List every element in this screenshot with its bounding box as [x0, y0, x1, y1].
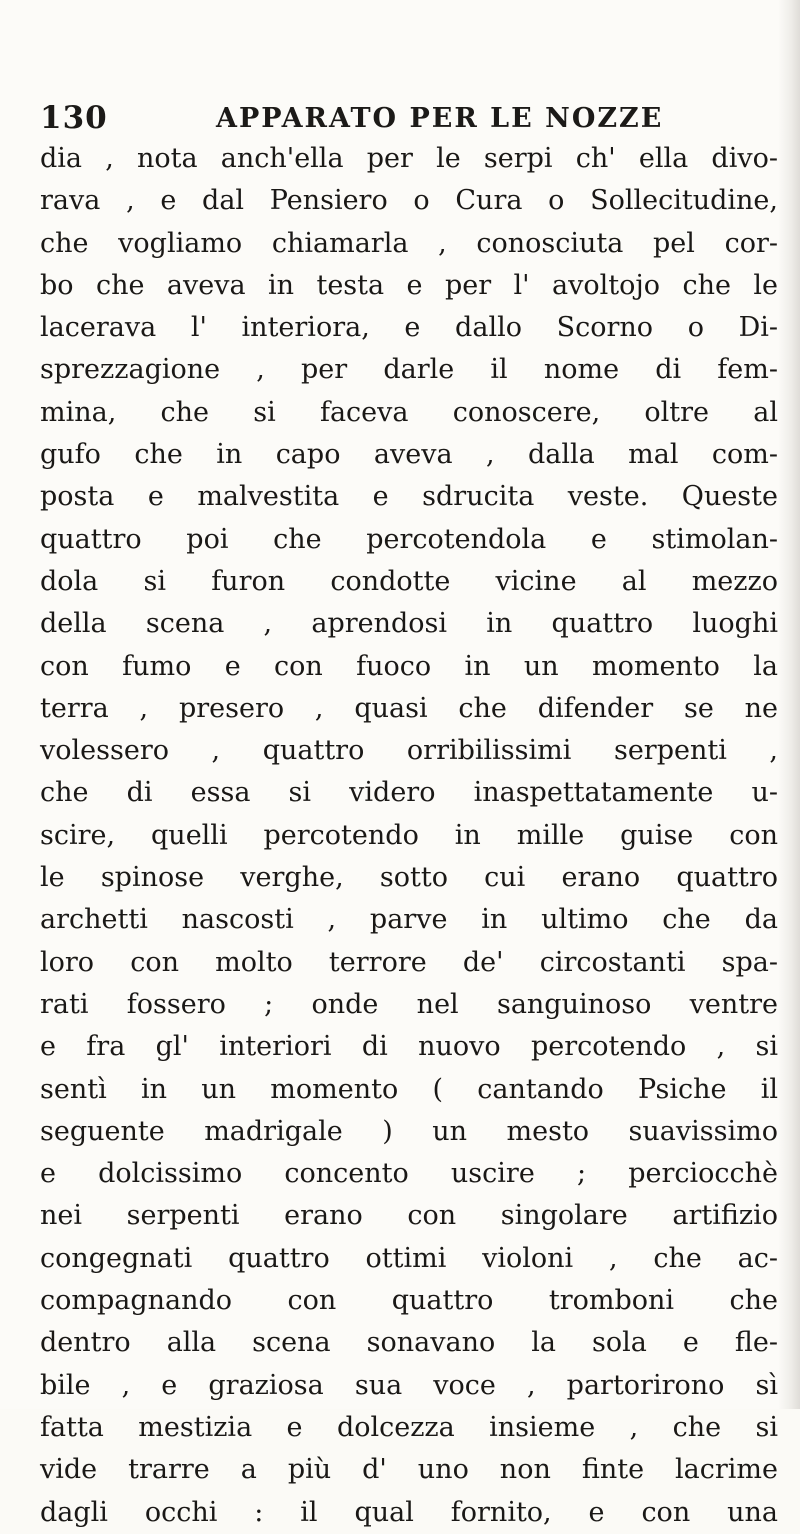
text-line: dia , nota anch'ella per le serpi ch' ella divo-: [40, 143, 778, 174]
text-line: lacerava l' interiora, e dallo Scorno o Di-: [40, 312, 778, 344]
text-line: compagnando con quattro tromboni che: [40, 1285, 778, 1317]
text-line: sprezzagione , per darle il nome di fem-: [40, 354, 778, 386]
text-line: dentro alla scena sonavano la sola e fle-: [40, 1327, 778, 1359]
text-line: gufo che in capo aveva , dalla mal com-: [40, 439, 778, 471]
text-line: quattro poi che percotendola e stimolan-: [40, 523, 778, 555]
text-line: terra , presero , quasi che difender se ne: [40, 692, 778, 724]
text-line: vide trarre a più d' uno non finte lacrime: [40, 1454, 778, 1486]
running-head-title: APPARATO PER LE NOZZE: [216, 103, 664, 134]
page-number: 130: [40, 100, 108, 136]
text-line: e dolcissimo concento uscire ; perciocchè: [40, 1158, 778, 1190]
text-line: rati fossero ; onde nel sanguinoso ventre: [40, 988, 778, 1020]
text-line: nei serpenti erano con singolare artifizio: [40, 1200, 778, 1232]
text-line: con fumo e con fuoco in un momento la: [40, 650, 778, 682]
text-line: bo che aveva in testa e per l' avoltojo che le: [40, 269, 778, 301]
running-head: [40, 100, 780, 140]
text-line: archetti nascosti , parve in ultimo che da: [40, 904, 778, 936]
text-line: scire, quelli percotendo in mille guise con: [40, 819, 778, 851]
text-line: che di essa si videro inaspettatamente u-: [40, 777, 778, 809]
text-line: bile , e graziosa sua voce , partorirono sì: [40, 1369, 778, 1401]
text-line: loro con molto terrore de' circostanti spa-: [40, 946, 778, 978]
text-line: posta e malvestita e sdrucita veste. Queste: [40, 481, 778, 513]
text-line: dagli occhi : il qual fornito, e con una: [40, 1496, 778, 1528]
page-edge-shadow: [778, 0, 800, 1409]
text-line: rava , e dal Pensiero o Cura o Sollecitudine,: [40, 185, 778, 217]
text-line: che vogliamo chiamarla , conosciuta pel cor-: [40, 227, 778, 259]
text-line: e fra gl' interiori di nuovo percotendo , si: [40, 1031, 778, 1063]
body-text: [40, 138, 778, 1534]
text-line: sentì in un momento ( cantando Psiche il: [40, 1073, 778, 1105]
text-line: seguente madrigale ) un mesto suavissimo: [40, 1115, 778, 1147]
text-line: fatta mestizia e dolcezza insieme , che si: [40, 1411, 778, 1443]
text-line: volessero , quattro orribilissimi serpenti ,: [40, 735, 778, 767]
text-line: le spinose verghe, sotto cui erano quattro: [40, 862, 778, 894]
text-line: congegnati quattro ottimi violoni , che ac-: [40, 1242, 778, 1274]
text-line: mina, che si faceva conoscere, oltre al: [40, 396, 778, 428]
text-line: dola si furon condotte vicine al mezzo: [40, 565, 778, 597]
text-line: della scena , aprendosi in quattro luoghi: [40, 608, 778, 640]
